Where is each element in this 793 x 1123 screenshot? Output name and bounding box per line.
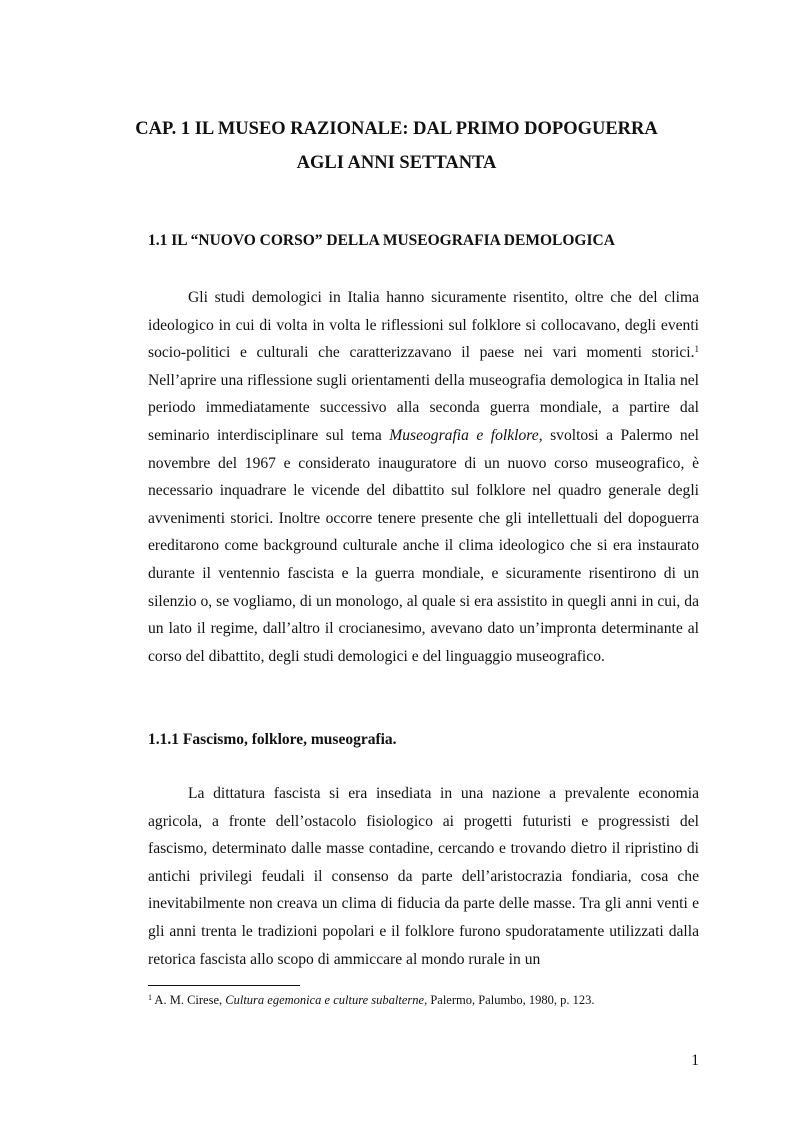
- subsection-paragraph: La dittatura fascista si era insediata in una nazione a prevalente economia agricola, a fronte dell’ostacolo fisiologico ai progetti futuristi e progressisti del fascismo, determinato dalle masse contadine, cercando e trovando dietro il ripristino di antichi privilegi feudali il consenso da parte dell’aristocrazia fondiaria, cosa che inevitabilmente non creava un clima di fiducia da parte delle masse. Tra gli anni venti e gli anni trenta le tradizioni popolari e il folklore furono spudoratamente utilizzati dalla retorica fascista allo scopo di ammiccare al mondo rurale in un: [148, 785, 699, 968]
- page-number: 1: [691, 1052, 699, 1069]
- footnote-book-title: Cultura egemonica e culture subalterne: [225, 993, 425, 1007]
- paragraph-text-part-1: Gli studi demologici in Italia hanno sicuramente risentito, oltre che del clima ideologico in cui di volta in volta le riflessioni sul folklore si collocavano, degli eventi socio-politici e culturali che caratterizzavano il paese nei vari momenti storici.: [148, 289, 699, 362]
- seminar-title: Museografia e folklore: [389, 426, 539, 444]
- subsection-heading: 1.1.1 Fascismo, folklore, museografia.: [148, 731, 397, 748]
- footnote-divider: [148, 985, 300, 986]
- section-heading: 1.1 IL “NUOVO CORSO” DELLA MUSEOGRAFIA DEMOLOGICA: [148, 232, 615, 249]
- footnote-publication-info: , Palermo, Palumbo, 1980, p. 123.: [424, 993, 595, 1007]
- chapter-title: [120, 112, 673, 180]
- paragraph-text-part-2: Nell’aprire una riflessione sugli orientamenti della museografia demologica in Italia nel periodo immediatamente successivo alla seconda guerra mondiale, a partire dal seminario interdisciplinare sul tema: [148, 371, 699, 444]
- footnote: [148, 992, 708, 1008]
- footnote-reference[interactable]: 1: [694, 344, 699, 355]
- chapter-title-line-1: CAP. 1 IL MUSEO RAZIONALE: DAL PRIMO DOPOGUERRA: [135, 119, 658, 139]
- paragraph-text-part-3: , svoltosi a Palermo nel novembre del 1967 e considerato inauguratore di un nuovo corso museografico, è necessario inquadrare le vicende del dibattito sul folklore nel quadro generale degli avvenimenti storici. Inoltre occorre tenere presente che gli intellettuali del dopoguerra ereditarono come background culturale anche il clima ideologico che si era instaurato durante il ventennio fascista e la guerra mondiale, e sicuramente risentirono di un silenzio o, se vogliamo, di un monologo, al quale si era assistito in quegli anni in cui, da un lato il regime, dall’altro il crocianesimo, avevano dato un’impronta determinante al corso del dibattito, degli studi demologici e del linguaggio museografico.: [148, 426, 699, 665]
- footnote-author: A. M. Cirese,: [152, 993, 226, 1007]
- footnote-number: 1: [148, 993, 152, 1002]
- chapter-title-line-2: AGLI ANNI SETTANTA: [296, 153, 497, 173]
- section-paragraph: [148, 284, 699, 670]
